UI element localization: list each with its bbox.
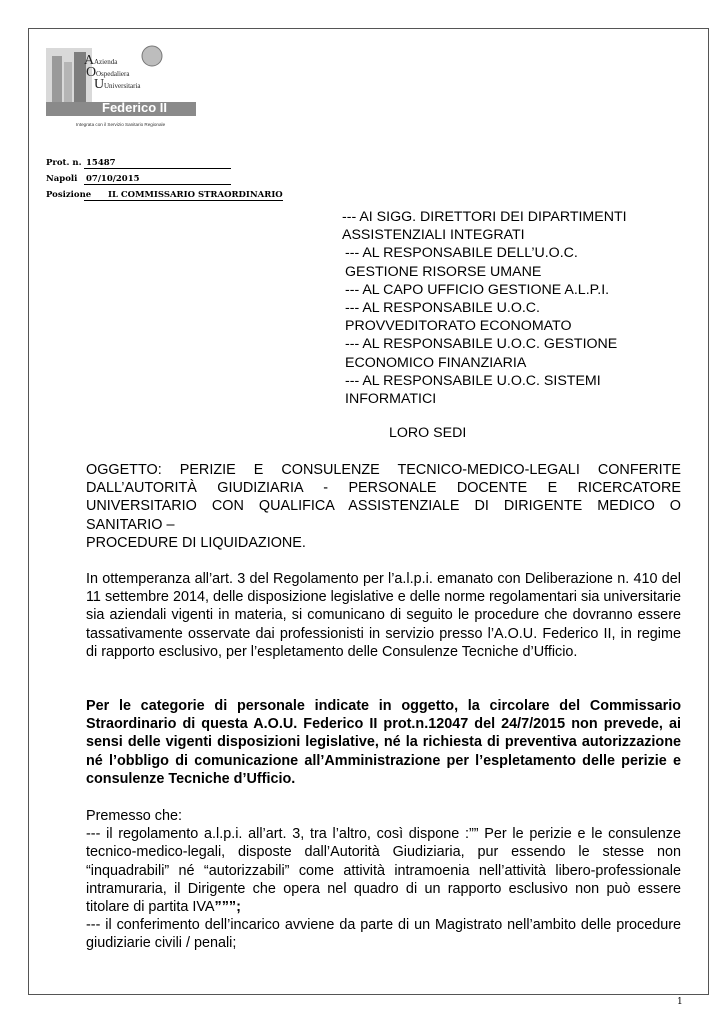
svg-text:A: A <box>84 53 95 68</box>
premesso-item-2: --- il conferimento dell’incarico avviene da parte di un Magistrato nell’ambito delle procedure giudiziarie civili / penali; <box>86 917 681 952</box>
premesso-section <box>86 807 681 953</box>
protocol-number-row <box>46 158 231 169</box>
recipients-block <box>342 208 672 408</box>
paragraph-1-text: In ottemperanza all’art. 3 del Regolamento per l’a.l.p.i. emanato con Deliberazione n. 410 del 11 settembre 2014, delle disposizione legislative e delle norme regolamentari sia universitarie sia aziendali vigenti in materia, si comunicano di seguito le procedure che dovranno essere tassativamente osservate dai professionisti in servizio presso l’A.O.U. Federico II, in regime di rapporto esclusivo, per l’espletamento delle Consulenze Tecniche d’Ufficio. <box>86 571 681 660</box>
posizione-label: Posizione <box>46 190 92 200</box>
svg-text:Ospedaliera: Ospedaliera <box>96 70 130 78</box>
posizione-row <box>46 190 283 201</box>
recipient-line: PROVVEDITORATO ECONOMATO <box>345 318 572 335</box>
recipient-line: --- AL RESPONSABILE U.O.C. <box>345 300 540 317</box>
page-number: 1 <box>677 997 683 1007</box>
paragraph-2 <box>86 697 681 788</box>
recipient-line: ECONOMICO FINANZIARIA <box>345 354 527 371</box>
subject-text-line2: PROCEDURE DI LIQUIDAZIONE. <box>86 534 306 551</box>
recipient-line: --- AL RESPONSABILE U.O.C. SISTEMI <box>345 372 601 389</box>
loro-sedi: LORO SEDI <box>389 425 467 441</box>
premesso-heading: Premesso che: <box>86 808 182 824</box>
paragraph-2-text: Per le categorie di personale indicate in oggetto, la circolare del Commissario Straordinario di questa A.O.U. Federico II prot.n.12047 del 24/7/2015 non prevede, ai sensi delle vigenti disposizioni legislative, né la richiesta di preventiva autorizzazione né l’obbligo di comunicazione all’Amministrazione per l’espletamento delle perizie e consulenze Tecniche d’Ufficio. <box>86 698 681 787</box>
svg-text:Federico II: Federico II <box>102 100 168 115</box>
item-1-text: --- il regolamento a.l.p.i. all’art. 3, tra l’altro, così dispone :”” Per le perizie e le consulenze tecnico-medico-legali, disposte dall’Autorità Giudiziaria, pur essendo le stesse non “inquadrabili” né “autorizzabili” come attività intramoenia nell’attività libero-professionale intramuraria, il Dirigente che opera nel quadro di un rapporto esclusivo non può essere titolare di partita IVA <box>86 826 681 916</box>
recipient-line: --- AL RESPONSABILE U.O.C. GESTIONE <box>345 336 618 353</box>
recipient-line: --- AL RESPONSABILE DELL’U.O.C. <box>345 245 578 262</box>
napoli-date-row <box>46 174 231 185</box>
napoli-label: Napoli <box>46 174 78 184</box>
svg-text:U: U <box>94 77 105 92</box>
recipient-line: ASSISTENZIALI INTEGRATI <box>342 227 525 244</box>
posizione-value: IL COMMISSARIO STRAORDINARIO <box>84 190 283 201</box>
recipient-line: --- AL CAPO UFFICIO GESTIONE A.L.P.I. <box>345 281 610 298</box>
svg-text:Azienda: Azienda <box>94 58 118 66</box>
svg-text:O: O <box>86 65 97 80</box>
item-1-closing: ”””; <box>214 899 241 916</box>
svg-text:Integrata con il Servizio Sani: Integrata con il Servizio Sanitario Regionale <box>76 122 166 127</box>
recipient-line: GESTIONE RISORSE UMANE <box>345 263 542 280</box>
subject-text: OGGETTO: PERIZIE E CONSULENZE TECNICO-MEDICO-LEGALI CONFERITE DALL’AUTORITÀ GIUDIZIARIA - PERSONALE DOCENTE E RICERCATORE UNIVERSITARIO CON QUALIFICA ASSISTENZIALE DI DIRIGENTE MEDICO O SANITARIO – <box>86 462 681 533</box>
hospital-logo <box>42 42 202 132</box>
svg-text:Universitaria: Universitaria <box>104 82 141 90</box>
prot-value: 15487 <box>84 158 231 169</box>
paragraph-1 <box>86 570 681 661</box>
recipient-line: INFORMATICI <box>345 391 437 408</box>
premesso-item-1 <box>86 825 681 916</box>
napoli-date-value: 07/10/2015 <box>84 174 231 185</box>
recipient-line: --- AI SIGG. DIRETTORI DEI DIPARTIMENTI <box>342 209 627 225</box>
prot-label: Prot. n. <box>46 158 82 168</box>
subject-block <box>86 461 681 552</box>
